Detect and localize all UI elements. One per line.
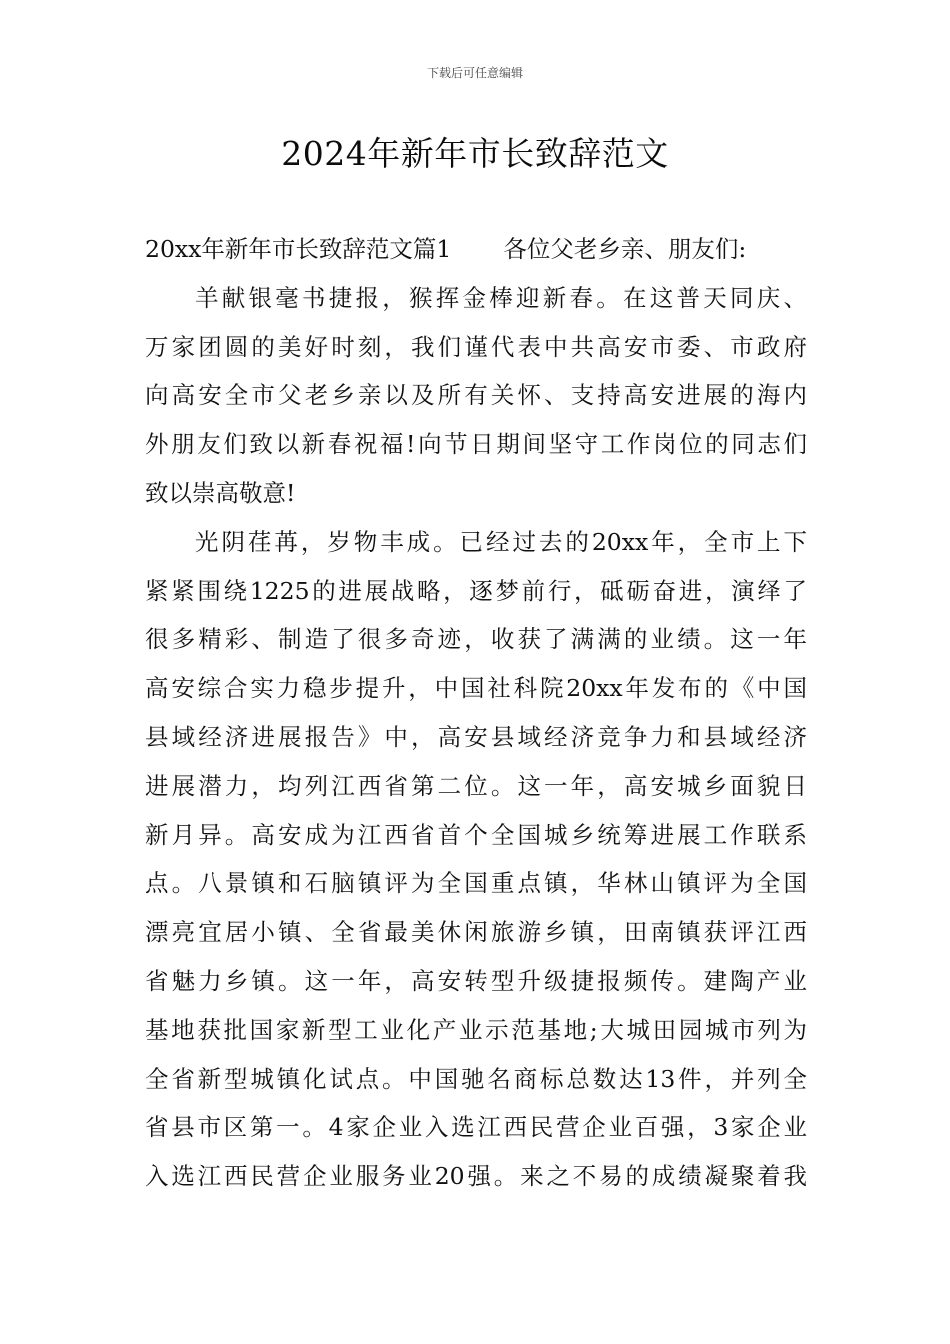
text-line: 基地获批国家新型工业化产业示范基地;大城田园城市列为 [145,1015,807,1044]
text-line: 很多精彩、制造了很多奇迹，收获了满满的业绩。这一年 [145,625,807,654]
text-line: 羊献银毫书捷报，猴挥金棒迎新春。在这普天同庆、 [195,283,807,312]
text-line: 省县市区第一。4家企业入选江西民营企业百强，3家企业 [145,1113,807,1142]
text-line: 全省新型城镇化试点。中国驰名商标总数达13件，并列全 [145,1064,807,1093]
text-line: 紧紧围绕1225的进展战略，逐梦前行，砥砺奋进，演绎了 [145,576,807,605]
text-line: 点。八景镇和石脑镇评为全国重点镇，华林山镇评为全国 [145,869,807,898]
page-title: 2024年新年市长致辞范文 [281,134,669,173]
section-heading: 20xx年新年市长致辞范文篇1 [145,235,452,263]
text-line: 向高安全市父老乡亲以及所有关怀、支持高安进展的海内 [145,381,807,410]
paragraph-1 [145,274,807,518]
text-line: 万家团圆的美好时刻，我们谨代表中共高安市委、市政府 [145,332,807,361]
heading-spacer [451,225,503,274]
text-line: 省魅力乡镇。这一年，高安转型升级捷报频传。建陶产业 [145,966,807,995]
text-line: 光阴荏苒，岁物丰成。已经过去的20xx年，全市上下 [195,527,807,556]
text-line: 进展潜力，均列江西省第二位。这一年，高安城乡面貌日 [145,771,807,800]
text-line: 漂亮宜居小镇、全省最美休闲旅游乡镇，田南镇获评江西 [145,918,807,947]
document-body [145,225,807,1201]
text-line: 外朋友们致以新春祝福!向节日期间坚守工作岗位的同志们 [145,430,807,459]
paragraph-2 [145,518,807,1201]
text-line: 高安综合实力稳步提升，中国社科院20xx年发布的《中国 [145,674,807,703]
text-line: 县域经济进展报告》中，高安县域经济竞争力和县域经济 [145,722,807,751]
text-line: 致以崇高敬意! [145,478,296,507]
header-note: 下载后可任意编辑 [426,66,523,80]
salutation: 各位父老乡亲、朋友们: [503,235,747,263]
section-heading-line [145,225,807,274]
text-line: 新月异。高安成为江西省首个全国城乡统筹进展工作联系 [145,820,807,849]
text-line: 入选江西民营企业服务业20强。来之不易的成绩凝聚着我 [145,1162,807,1191]
